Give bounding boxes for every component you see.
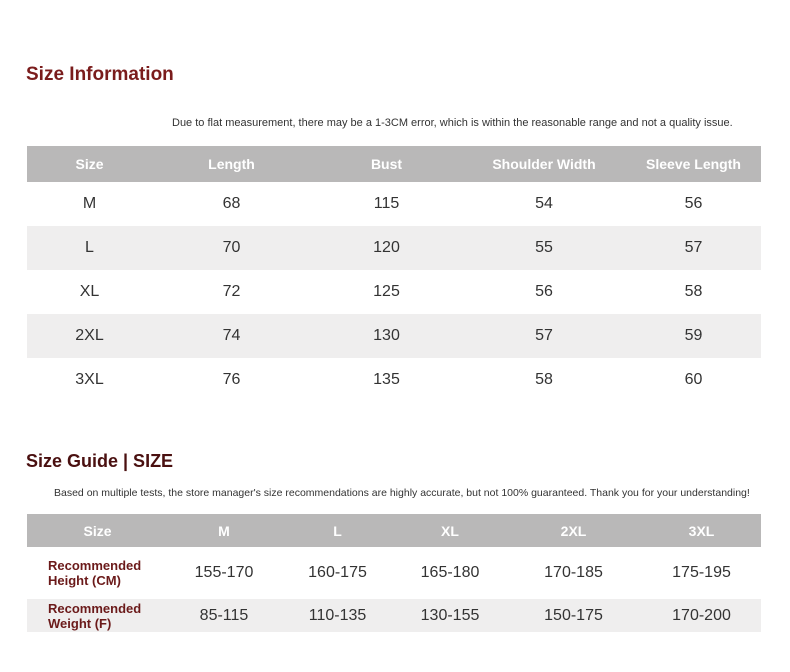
- table-cell: 59: [626, 314, 761, 358]
- table-cell: 56: [684, 195, 703, 212]
- table-cell: 155-170: [194, 564, 254, 581]
- table-cell: 70: [152, 226, 311, 270]
- header-3xl: 3XL: [642, 514, 761, 547]
- table-cell: 115: [373, 195, 400, 212]
- table-cell: 150-175: [505, 599, 642, 632]
- table-row: [27, 547, 761, 599]
- table-cell: 135: [373, 371, 400, 388]
- table-cell: 2XL: [27, 314, 152, 358]
- table-row: [27, 270, 761, 314]
- table-cell: XL: [79, 283, 100, 300]
- table-cell: 110-135: [280, 599, 395, 632]
- table-cell: 175-195: [672, 564, 731, 581]
- table-header-row: [27, 146, 761, 182]
- size-information-title: Size Information: [26, 64, 174, 85]
- header-bust: Bust: [311, 146, 462, 182]
- table-cell: 58: [684, 283, 703, 300]
- header-shoulder-width: Shoulder Width: [462, 146, 626, 182]
- table-cell: 85-115: [168, 599, 280, 632]
- table-cell: 68: [222, 195, 241, 212]
- table-row: [27, 314, 761, 358]
- table-header-row: [27, 514, 761, 547]
- table-cell: 130-155: [395, 599, 505, 632]
- header-m: M: [168, 514, 280, 547]
- header-l: L: [280, 514, 395, 547]
- table-row: [27, 226, 761, 270]
- table-row: [27, 182, 761, 226]
- row-label-height: Recommended Height (CM): [48, 558, 142, 588]
- header-2xl: 2XL: [505, 514, 642, 547]
- table-cell: 60: [684, 371, 703, 388]
- measurement-note: Due to flat measurement, there may be a 1-3CM error, which is within the reasonable range and not a quality issue.: [172, 117, 733, 129]
- table-cell: 57: [626, 226, 761, 270]
- table-cell: 165-180: [420, 564, 480, 581]
- size-guide-table: [27, 514, 761, 632]
- table-cell: 160-175: [308, 564, 367, 581]
- table-cell: L: [27, 226, 152, 270]
- table-cell: 56: [535, 283, 553, 300]
- table-cell: 58: [535, 371, 553, 388]
- table-cell: 57: [462, 314, 626, 358]
- size-information-table: [27, 146, 761, 402]
- table-cell: 72: [222, 283, 241, 300]
- row-label-weight: Recommended Weight (F): [27, 599, 168, 632]
- header-length: Length: [152, 146, 311, 182]
- table-cell: M: [82, 195, 97, 212]
- header-xl: XL: [395, 514, 505, 547]
- table-cell: 170-200: [642, 599, 761, 632]
- size-guide-note: Based on multiple tests, the store manager's size recommendations are highly accurate, but not 100% guaranteed. Thank you for your understanding!: [54, 487, 750, 499]
- table-row: [27, 358, 761, 402]
- header-sleeve-length: Sleeve Length: [626, 146, 761, 182]
- header-size: Size: [27, 514, 168, 547]
- table-cell: 170-185: [544, 564, 603, 581]
- table-cell: 54: [535, 195, 553, 212]
- header-size: Size: [27, 146, 152, 182]
- table-cell: 3XL: [75, 371, 104, 388]
- table-cell: 74: [152, 314, 311, 358]
- table-cell: 120: [311, 226, 462, 270]
- table-cell: 130: [311, 314, 462, 358]
- table-cell: 76: [222, 371, 241, 388]
- table-cell: 125: [373, 283, 400, 300]
- table-row: [27, 599, 761, 632]
- table-cell: 55: [462, 226, 626, 270]
- size-guide-title: Size Guide | SIZE: [26, 451, 174, 471]
